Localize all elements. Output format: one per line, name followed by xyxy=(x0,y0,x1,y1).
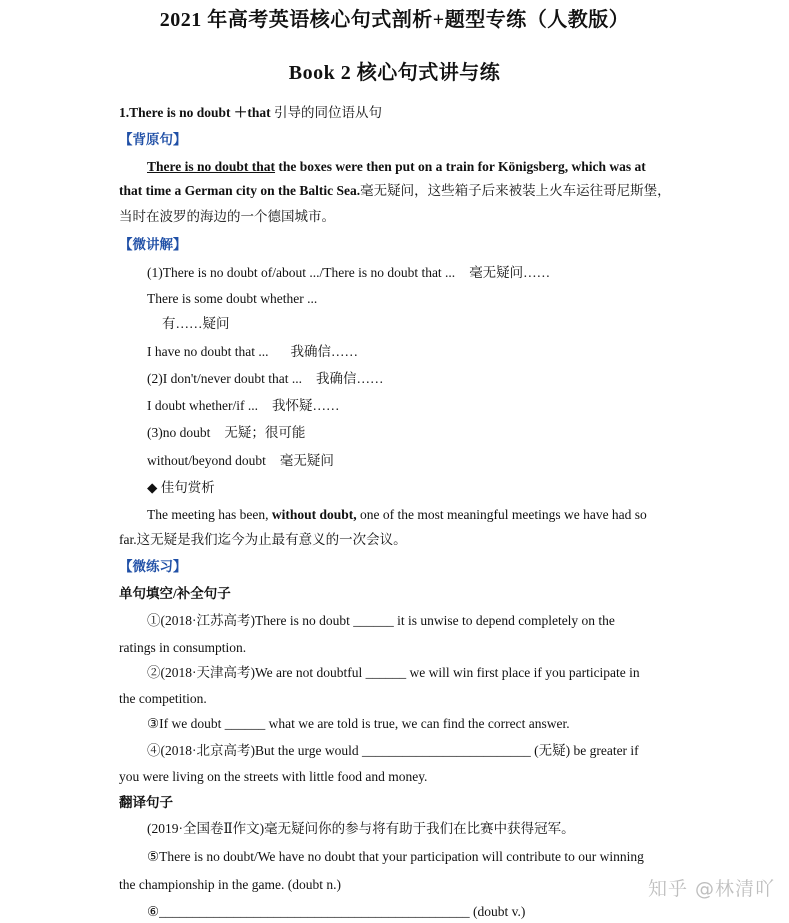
translate-heading: 翻译句子 xyxy=(119,795,173,810)
translate-answer-5-line2: the championship in the game. (doubt n.) xyxy=(119,877,341,892)
appreciation-label: ◆ 佳句赏析 xyxy=(147,480,215,495)
fill-heading: 单句填空/补全句子 xyxy=(119,586,231,601)
example-bold-phrase: without doubt, xyxy=(271,507,357,522)
original-underlined-phrase: There is no doubt that xyxy=(147,159,276,174)
original-line2-cn: 毫无疑问，这些箱子后来被装上火车运往哥尼斯堡， xyxy=(360,183,671,198)
question-4-line1: ④(2018·北京高考)But the urge would _________________________ (无疑) be greater if xyxy=(147,743,639,758)
example-line1: The meeting has been, without doubt, one of the most meaningful meetings we have had so xyxy=(147,507,647,522)
lecture-item: (3)no doubt 无疑；很可能 xyxy=(147,425,306,440)
original-line1-rest: the boxes were then put on a train for Königsberg, which was at xyxy=(275,159,646,174)
lecture-item: (2)I don't/never doubt that ... 我确信…… xyxy=(147,371,384,386)
original-sentence-line1 xyxy=(147,157,675,177)
sub-title: Book 2 核心句式讲与练 xyxy=(288,62,501,84)
question-2-line1: ②(2018·天津高考)We are not doubtful ______ we will win first place if you participate in xyxy=(147,665,640,680)
question-3-line1: ③If we doubt ______ what we are told is true, we can find the correct answer. xyxy=(147,716,570,731)
section-heading xyxy=(119,103,675,123)
label-practice: 【微练习】 xyxy=(119,559,187,574)
section-heading-bold: 1.There is no doubt ＋that xyxy=(119,105,271,120)
original-sentence-line3: 当时在波罗的海边的一个德国城市。 xyxy=(119,209,335,224)
translate-blank-6: ⑥______________________________________________ (doubt v.) xyxy=(147,904,526,919)
question-1-line1: ①(2018·江苏高考)There is no doubt ______ it is unwise to depend completely on the xyxy=(147,613,615,628)
question-4-line2: you were living on the streets with little food and money. xyxy=(119,769,428,784)
lecture-item: I doubt whether/if ... 我怀疑…… xyxy=(147,398,340,413)
zhihu-watermark: 知乎 @林清吖 xyxy=(647,878,775,900)
lecture-item: I have no doubt that ... 我确信…… xyxy=(147,344,358,359)
main-title: 2021 年高考英语核心句式剖析+题型专练（人教版） xyxy=(159,9,630,31)
lecture-item: without/beyond doubt 毫无疑问 xyxy=(147,453,334,468)
question-2-line2: the competition. xyxy=(119,691,207,706)
original-line2-bold: that time a German city on the Baltic Sea. xyxy=(119,183,361,198)
example-line2: far.这无疑是我们迄今为止最有意义的一次会议。 xyxy=(119,532,407,547)
question-1-line2: ratings in consumption. xyxy=(119,640,247,655)
lecture-item: There is some doubt whether ... xyxy=(147,291,318,306)
section-heading-rest: 引导的同位语从句 xyxy=(270,105,383,120)
label-original-sentence: 【背原句】 xyxy=(119,132,187,147)
lecture-item: (1)There is no doubt of/about .../There is no doubt that ... 毫无疑问…… xyxy=(147,265,551,280)
label-lecture: 【微讲解】 xyxy=(119,237,187,252)
translate-answer-5-line1: ⑤There is no doubt/We have no doubt that your participation will contribute to our winning xyxy=(147,849,644,864)
translate-prompt: (2019·全国卷Ⅱ作文)毫无疑问你的参与将有助于我们在比赛中获得冠军。 xyxy=(147,821,575,836)
lecture-item: 有……疑问 xyxy=(162,316,230,331)
original-sentence-line2 xyxy=(119,181,675,201)
